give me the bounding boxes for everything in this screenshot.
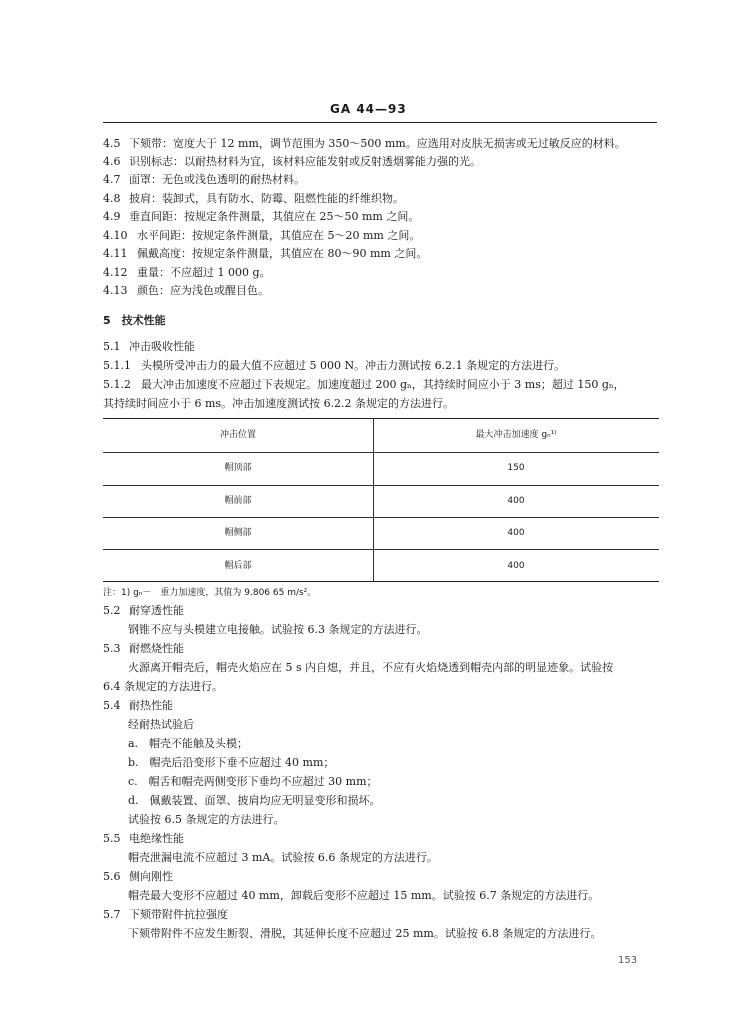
page-number: 153 (618, 955, 638, 966)
table-row-divider (103, 485, 659, 486)
section-5-1-2: 5.1.2 最大冲击加速度不应超过下表规定。加速度超过 200 gₙ，其持续时间应小于 3 ms；超过 150 gₙ， (103, 378, 625, 391)
table-row-divider (103, 549, 659, 550)
table-cell-value: 150 (507, 463, 525, 473)
table-footnote: 注：1) gₙ－ 重力加速度，其值为 9.806 65 m/s²。 (103, 588, 317, 598)
table-row-divider (103, 452, 659, 453)
item-4-11: 4.11 佩戴高度：按规定条件测量，其值应在 80～90 mm 之间。 (103, 247, 428, 260)
section-5-2-body: 钢锥不应与头模建立电接触。试验按 6.3 条规定的方法进行。 (128, 623, 428, 636)
impact-acceleration-table (103, 418, 659, 582)
table-cell-position: 帽前部 (224, 496, 252, 506)
item-4-10: 4.10 水平间距：按规定条件测量，其值应在 5～20 mm 之间。 (103, 229, 421, 242)
section-5-4-item-a: a. 帽壳不能触及头模； (128, 737, 249, 750)
item-4-5: 4.5 下颏带：宽度大于 12 mm，调节范围为 350～500 mm。应选用对皮肤无损害或无过敏反应的材料。 (103, 137, 626, 150)
section-5-title: 5 技术性能 (103, 314, 166, 327)
table-cell-position: 帽后部 (224, 561, 252, 571)
section-5-1-1: 5.1.1 头模所受冲击力的最大值不应超过 5 000 N。冲击力测试按 6.2.1 条规定的方法进行。 (103, 359, 566, 372)
table-cell-value: 400 (507, 528, 525, 538)
section-5-3-body-cont: 6.4 条规定的方法进行。 (103, 680, 223, 693)
table-header-acceleration: 最大冲击加速度 gₙ¹⁾ (475, 430, 557, 440)
standard-code-header: GA 44—93 (330, 102, 407, 116)
item-4-8: 4.8 披肩：装卸式，具有防水、防霉、阻燃性能的纤维织物。 (103, 192, 404, 205)
section-5-4-item-c: c. 帽舌和帽壳两侧变形下垂均不应超过 30 mm； (128, 775, 378, 788)
section-5-1-2-cont: 其持续时间应小于 6 ms。冲击加速度测试按 6.2.2 条规定的方法进行。 (103, 397, 455, 410)
section-5-3-body: 火源离开帽壳后，帽壳火焰应在 5 s 内自熄，并且，不应有火焰烧透到帽壳内部的明显迹象。试验按 (128, 661, 614, 674)
item-4-6: 4.6 识别标志：以耐热材料为宜，该材料应能发射或反射透烟雾能力强的光。 (103, 155, 481, 168)
section-5-7-title: 5.7 下颏带附件抗拉强度 (103, 908, 228, 921)
section-5-1: 5.1 冲击吸收性能 (103, 340, 195, 353)
header-rule (103, 122, 657, 123)
section-5-2-title: 5.2 耐穿透性能 (103, 604, 184, 617)
item-4-9: 4.9 垂直间距：按规定条件测量，其值应在 25～50 mm 之间。 (103, 210, 420, 223)
section-5-6-body: 帽壳最大变形不应超过 40 mm，卸载后变形不应超过 15 mm。试验按 6.7 条规定的方法进行。 (128, 889, 600, 902)
section-5-4-end: 试验按 6.5 条规定的方法进行。 (128, 813, 285, 826)
section-5-5-title: 5.5 电绝缘性能 (103, 832, 184, 845)
item-4-12: 4.12 重量：不应超过 1 000 g。 (103, 266, 271, 279)
item-4-13: 4.13 颜色：应为浅色或醒目色。 (103, 284, 269, 297)
section-5-3-title: 5.3 耐燃烧性能 (103, 642, 184, 655)
item-4-7: 4.7 面罩：无色或浅色透明的耐热材料。 (103, 173, 305, 186)
table-cell-position: 帽侧部 (224, 528, 252, 538)
table-cell-value: 400 (507, 496, 525, 506)
table-row-divider (103, 517, 659, 518)
section-5-6-title: 5.6 侧向刚性 (103, 870, 173, 883)
section-5-4-intro: 经耐热试验后 (128, 718, 194, 731)
section-5-5-body: 帽壳泄漏电流不应超过 3 mA。试验按 6.6 条规定的方法进行。 (128, 851, 438, 864)
section-5-4-title: 5.4 耐热性能 (103, 699, 173, 712)
section-5-4-item-d: d. 佩戴装置、面罩、披肩均应无明显变形和损坏。 (128, 794, 381, 807)
table-cell-value: 400 (507, 561, 525, 571)
section-5-4-item-b: b. 帽壳后沿变形下垂不应超过 40 mm； (128, 756, 335, 769)
table-cell-position: 帽顶部 (224, 463, 252, 473)
table-header-position: 冲击位置 (219, 430, 256, 440)
section-5-7-body: 下颏带附件不应发生断裂、滑脱，其延伸长度不应超过 25 mm。试验按 6.8 条规定的方法进行。 (128, 927, 602, 940)
